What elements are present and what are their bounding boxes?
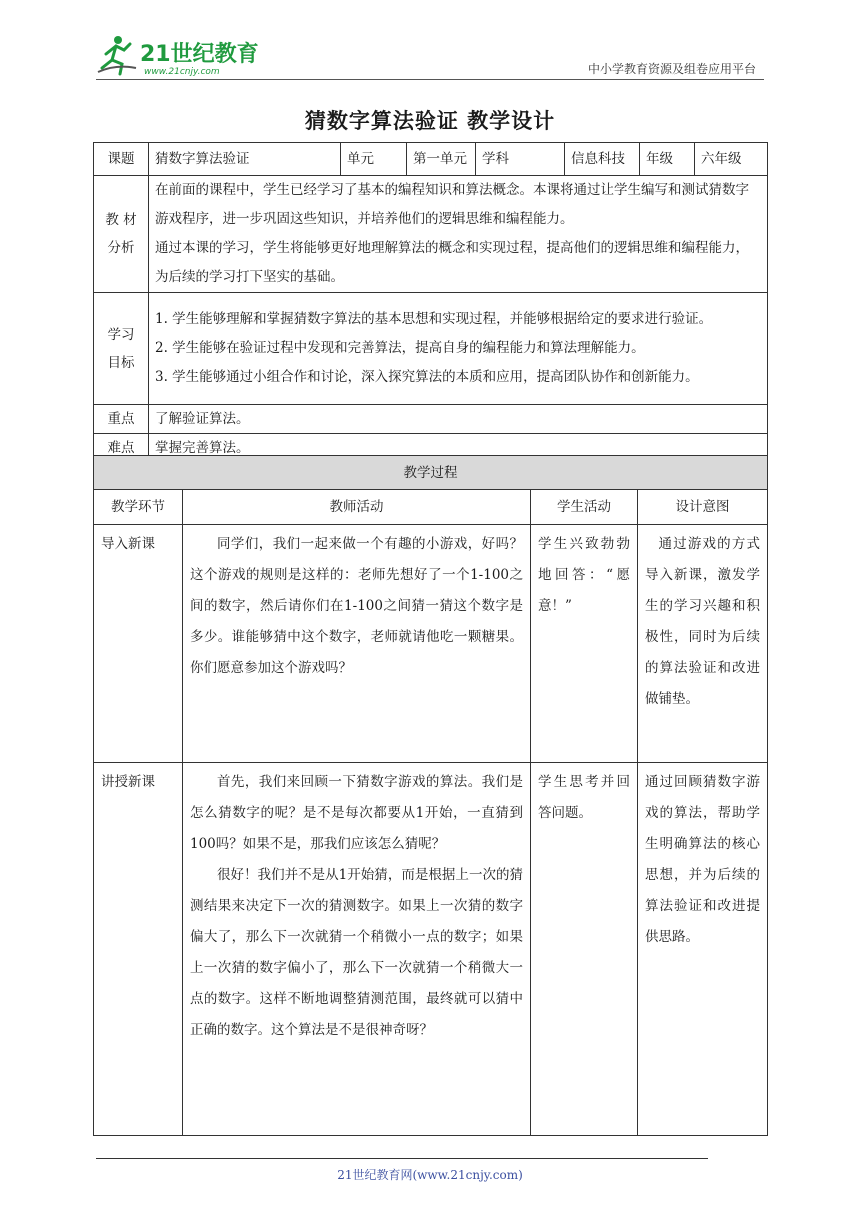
svg-text:www.21cnjy.com: www.21cnjy.com [144, 67, 220, 77]
col-intent: 设计意图 [638, 490, 768, 525]
process-row-intro [94, 525, 768, 763]
teacher-cell: 首先，我们来回顾一下猜数字游戏的算法。我们是怎么猜数字的呢？是不是每次都要从1开始，一直猜到100吗？如果不是，那我们应该怎么猜呢？ 很好！我们并不是从1开始猜，而是根据上一次的猜测结果来决定下一次的猜测数字。如果上一次猜的数字偏大了，那么下一次就猜一个稍微小一点的数字；如果上一次猜的数字偏小了，那么下一次就猜一个稍微大一点的数字。这样不断地调整猜测范围，最终就可以猜中正确的数字。这个算法是不是很神奇呀？ [183, 763, 531, 1136]
footer-rule [96, 1158, 708, 1159]
subject-value: 信息科技 [565, 143, 640, 176]
teaching-process-table [93, 455, 768, 1136]
goals-row [94, 293, 768, 405]
goals-content [149, 293, 768, 405]
intent-cell: 通过游戏的方式导入新课，激发学生的学习兴趣和积极性，同时为后续的算法验证和改进做铺垫。 [638, 525, 768, 763]
analysis-row [94, 176, 768, 293]
process-banner: 教学过程 [94, 456, 768, 490]
grade-value: 六年级 [695, 143, 768, 176]
subject-label: 学科 [476, 143, 565, 176]
header-rule [96, 79, 764, 80]
teacher-cell: 同学们，我们一起来做一个有趣的小游戏，好吗？这个游戏的规则是这样的：老师先想好了一个1-100之间的数字，然后请你们在1-100之间猜一猜这个数字是多少。谁能够猜中这个数字，老师就请他吃一颗糖果。你们愿意参加这个游戏吗？ [183, 525, 531, 763]
col-student: 学生活动 [531, 490, 638, 525]
difficult-label: 难点 [94, 434, 149, 463]
analysis-label: 教 材 分析 [94, 176, 149, 293]
stage-cell: 导入新课 [94, 525, 183, 763]
goal-item: 1. 学生能够理解和掌握猜数字算法的基本思想和实现过程，并能够根据给定的要求进行验证。 [155, 311, 713, 327]
process-row-new-lesson [94, 763, 768, 1136]
topic-value: 猜数字算法验证 [149, 143, 341, 176]
grade-label: 年级 [640, 143, 695, 176]
col-stage: 教学环节 [94, 490, 183, 525]
process-banner-row [94, 456, 768, 490]
topic-label: 课题 [94, 143, 149, 176]
logo [96, 34, 266, 80]
svg-text:21世纪教育: 21世纪教育 [140, 42, 259, 67]
key-point-row [94, 405, 768, 434]
unit-value: 第一单元 [407, 143, 476, 176]
key-label: 重点 [94, 405, 149, 434]
goal-item: 3. 学生能够通过小组合作和讨论，深入探究算法的本质和应用，提高团队协作和创新能力。 [155, 369, 699, 385]
intent-cell: 通过回顾猜数字游戏的算法，帮助学生明确算法的核心思想，并为后续的算法验证和改进提供思路。 [638, 763, 768, 1136]
process-header-row [94, 490, 768, 525]
unit-label: 单元 [341, 143, 407, 176]
runner-logo-icon [96, 34, 266, 80]
lesson-info-table [93, 142, 768, 463]
stage-cell: 讲授新课 [94, 763, 183, 1136]
key-value: 了解验证算法。 [149, 405, 768, 434]
info-row [94, 143, 768, 176]
analysis-paragraph: 在前面的课程中，学生已经学习了基本的编程知识和算法概念。本课将通过让学生编写和测试猜数字游戏程序，进一步巩固这些知识，并培养他们的逻辑思维和编程能力。 [155, 182, 749, 227]
analysis-paragraph: 通过本课的学习，学生将能够更好地理解算法的概念和实现过程，提高他们的逻辑思维和编程能力，为后续的学习打下坚实的基础。 [155, 240, 749, 285]
goals-label: 学习 目标 [94, 293, 149, 405]
col-teacher: 教师活动 [183, 490, 531, 525]
student-cell: 学生思考并回答问题。 [531, 763, 638, 1136]
document-title: 猜数字算法验证 教学设计 [304, 108, 556, 133]
difficult-value: 掌握完善算法。 [149, 434, 768, 463]
platform-name: 中小学教育资源及组卷应用平台 [587, 62, 756, 76]
goal-item: 2. 学生能够在验证过程中发现和完善算法，提高自身的编程能力和算法理解能力。 [155, 340, 645, 356]
analysis-content [149, 176, 768, 293]
page-header [0, 0, 860, 90]
footer-text: 21世纪教育网(www.21cnjy.com) [337, 1168, 523, 1182]
student-cell: 学生兴致勃勃地回答：“愿意！” [531, 525, 638, 763]
